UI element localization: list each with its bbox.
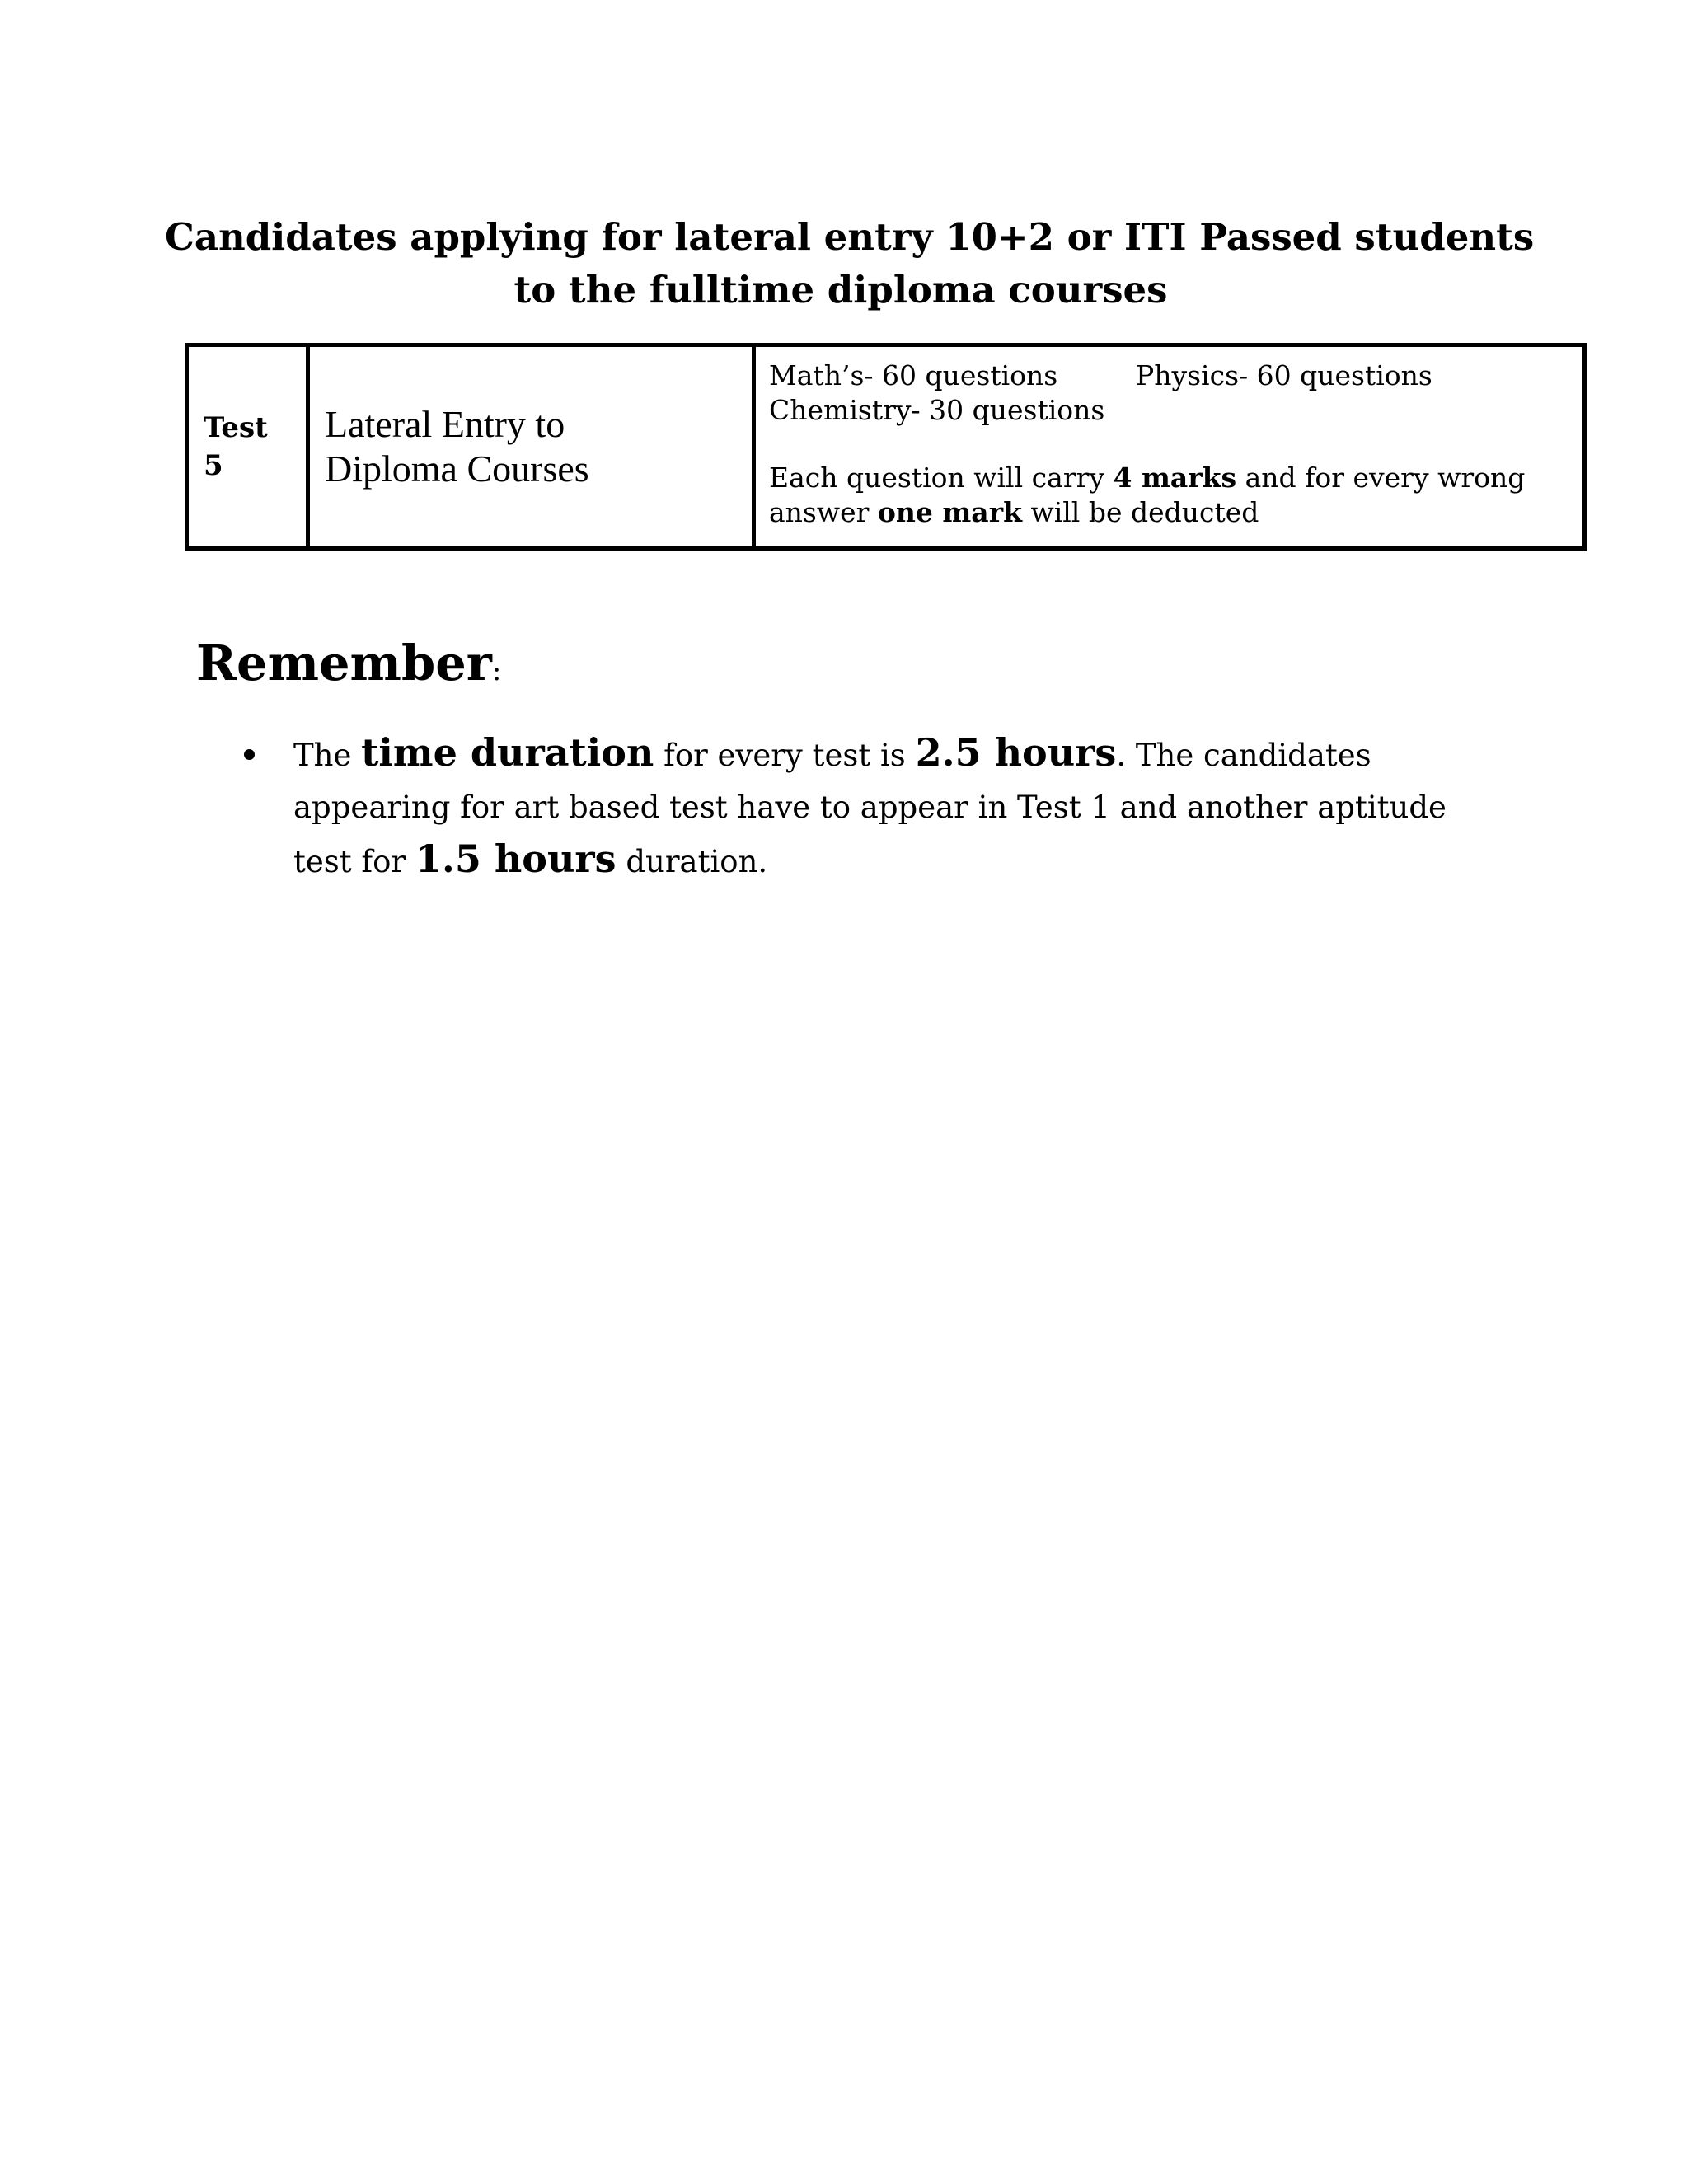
- page-heading: [165, 211, 1535, 316]
- remember-colon: :: [491, 654, 502, 687]
- heading-line-1: Candidates applying for lateral entry 10+2 or ITI Passed students: [165, 215, 1535, 259]
- heading-line-2: to the fulltime diploma courses: [513, 268, 1168, 312]
- bullet-text-1: The: [293, 738, 362, 773]
- maths-questions: Math’s- 60 questions: [769, 359, 1058, 391]
- marks-per-question: 4 marks: [1113, 462, 1237, 494]
- course-line-1: Lateral Entry to: [325, 403, 565, 445]
- course-line-2: Diploma Courses: [325, 448, 589, 490]
- marks-suffix: will be deducted: [1021, 496, 1259, 528]
- bullet-text-2: for every test is: [654, 738, 916, 773]
- deducted-marks: one mark: [877, 496, 1022, 528]
- test-duration: 2.5 hours: [915, 730, 1117, 775]
- bullet-text-4: duration.: [616, 844, 768, 879]
- question-counts-row: [769, 359, 1569, 393]
- remember-title: Remember: [196, 635, 492, 691]
- test-label: Test: [204, 411, 268, 444]
- bullet-text-3: . The candidates appearing for art based test have to appear in Test 1 and another aptitude test for: [293, 738, 1447, 879]
- time-duration-emphasis: time duration: [361, 730, 654, 775]
- course-name-cell: [308, 345, 754, 549]
- test-details-table: [185, 343, 1587, 551]
- test-number: 5: [204, 449, 223, 482]
- bullet-icon: [244, 749, 255, 760]
- table-row: [187, 345, 1585, 549]
- test-details-cell: [754, 345, 1585, 549]
- marks-middle: and for every wrong answer: [769, 462, 1526, 528]
- marks-prefix: Each question will carry: [769, 462, 1114, 494]
- marking-scheme: [769, 461, 1569, 530]
- list-item: [244, 727, 1480, 888]
- remember-list: [244, 727, 1480, 888]
- test-number-cell: [187, 345, 308, 549]
- physics-questions: Physics- 60 questions: [1136, 359, 1432, 391]
- remember-heading: [196, 635, 501, 700]
- aptitude-test-duration: 1.5 hours: [415, 837, 617, 881]
- chemistry-questions: Chemistry- 30 questions: [769, 394, 1105, 426]
